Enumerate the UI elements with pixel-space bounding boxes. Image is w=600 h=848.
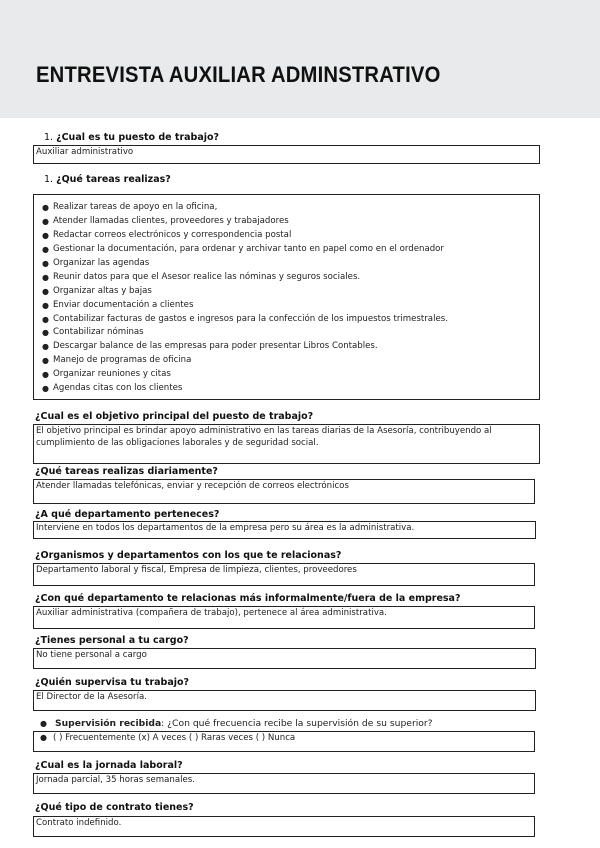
task-item [36,285,537,299]
bullet-icon: ● [42,314,49,324]
task-text: Agendas citas con los clientes [53,383,183,394]
page-title: ENTREVISTA AUXILIAR ADMINSTRATIVO [36,62,441,87]
bullet-icon: ● [40,733,47,742]
answer-supervisor: El Director de la Asesoría. [33,690,536,711]
answer-contract-type: Contrato indefinido. [33,816,535,837]
answer-job-title: Auxiliar administrativo [33,145,540,164]
answer-line: El objetivo principal es brindar apoyo administrativo en las tareas diarias de la Asesoría, contribuyendo al [36,426,492,436]
bullet-icon: ● [42,203,49,212]
answer-supervision-frequency [33,731,535,752]
question-daily-tasks: ¿Qué tareas realizas diariamente? [35,466,218,477]
task-item [36,243,537,257]
task-text: Atender llamadas clientes, proveedores y trabajadores [53,215,289,226]
answer-working-hours: Jornada parcial, 35 horas semanales. [33,773,535,794]
bullet-icon: ● [42,286,49,296]
answer-main-objective [33,424,540,464]
bullet-icon: ● [42,384,49,394]
question-contract-type: ¿Qué tipo de contrato tienes? [35,802,194,813]
answer-informal-relations: Auxiliar administrativa (compañera de trabajo), pertenece al área administrativa. [33,606,535,629]
task-text: Enviar documentación a clientes [53,299,194,310]
question-staff: ¿Tienes personal a tu cargo? [35,635,189,646]
answer-line: cumplimiento de las obligaciones laborales y de seguridad social. [36,438,319,448]
task-item [36,368,537,382]
task-item [36,215,537,229]
bullet-icon: ● [42,258,49,268]
task-text: Gestionar la documentación, para ordenar y archivar tanto en papel como en el ordenador [53,243,444,254]
task-text: Organizar altas y bajas [53,285,152,296]
supervision-received-item [40,718,433,729]
answer-tasks-box [33,194,540,400]
task-text: Organizar reuniones y citas [53,369,171,380]
task-item [36,382,537,396]
task-item [36,201,537,215]
task-item [36,326,537,340]
bullet-icon: ● [40,719,47,728]
task-item [36,313,537,327]
answer-department: Interviene en todos los departamentos de la empresa pero su área es la administrativa. [33,521,536,539]
question-text: ¿Cual es tu puesto de trabajo? [56,132,220,143]
task-item [36,354,537,368]
answer-related-organisms: Departamento laboral y fiscal, Empresa de limpieza, clientes, proveedores [33,563,535,586]
bullet-icon: ● [42,230,49,240]
task-text: Descargar balance de las empresas para poder presentar Libros Contables. [53,341,378,352]
header-band [0,0,600,118]
task-text: Manejo de programas de oficina [53,355,192,366]
bullet-icon: ● [42,216,49,226]
question-number: 1. [44,174,54,185]
bullet-icon: ● [42,300,49,310]
task-item [36,257,537,271]
question-department: ¿A qué departamento perteneces? [35,509,220,520]
task-item [36,271,537,285]
task-item [36,299,537,313]
task-text: Contabilizar nóminas [53,327,144,338]
bullet-icon: ● [42,272,49,282]
supervision-question: : ¿Con qué frecuencia recibe la supervisión de su superior? [161,718,433,729]
question-number: 1. [44,132,54,143]
bullet-icon: ● [42,356,49,366]
question-main-objective: ¿Cual es el objetivo principal del puesto de trabajo? [35,411,314,422]
task-item [36,340,537,354]
bullet-icon: ● [42,244,49,254]
question-working-hours: ¿Cual es la jornada laboral? [35,760,183,771]
question-informal-relations: ¿Con qué departamento te relacionas más informalmente/fuera de la empresa? [35,593,461,604]
answer-staff: No tiene personal a cargo [33,648,536,669]
task-list [36,201,537,396]
bullet-icon: ● [42,342,49,352]
question-supervisor: ¿Quién supervisa tu trabajo? [35,677,190,688]
task-item [36,229,537,243]
task-text: Organizar las agendas [53,257,150,268]
question-job-title [44,132,219,143]
frequency-options: ( ) Frecuentemente (x) A veces ( ) Raras veces ( ) Nunca [52,733,296,743]
answer-daily-tasks: Atender llamadas telefónicas, enviar y recepción de correos electrónicos [33,479,535,504]
question-related-organisms: ¿Organismos y departamentos con los que te relacionas? [35,550,342,561]
task-text: Realizar tareas de apoyo en la oficina, [53,202,218,212]
supervision-label: Supervisión recibida [54,718,162,729]
task-text: Reunir datos para que el Asesor realice las nóminas y seguros sociales. [53,271,361,282]
question-tasks [44,174,171,185]
task-text: Redactar correos electrónicos y correspondencia postal [53,229,292,240]
task-text: Contabilizar facturas de gastos e ingresos para la confección de los impuestos trimestrales. [53,313,448,324]
bullet-icon: ● [42,370,49,380]
bullet-icon: ● [42,328,49,338]
question-text: ¿Qué tareas realizas? [56,174,171,185]
